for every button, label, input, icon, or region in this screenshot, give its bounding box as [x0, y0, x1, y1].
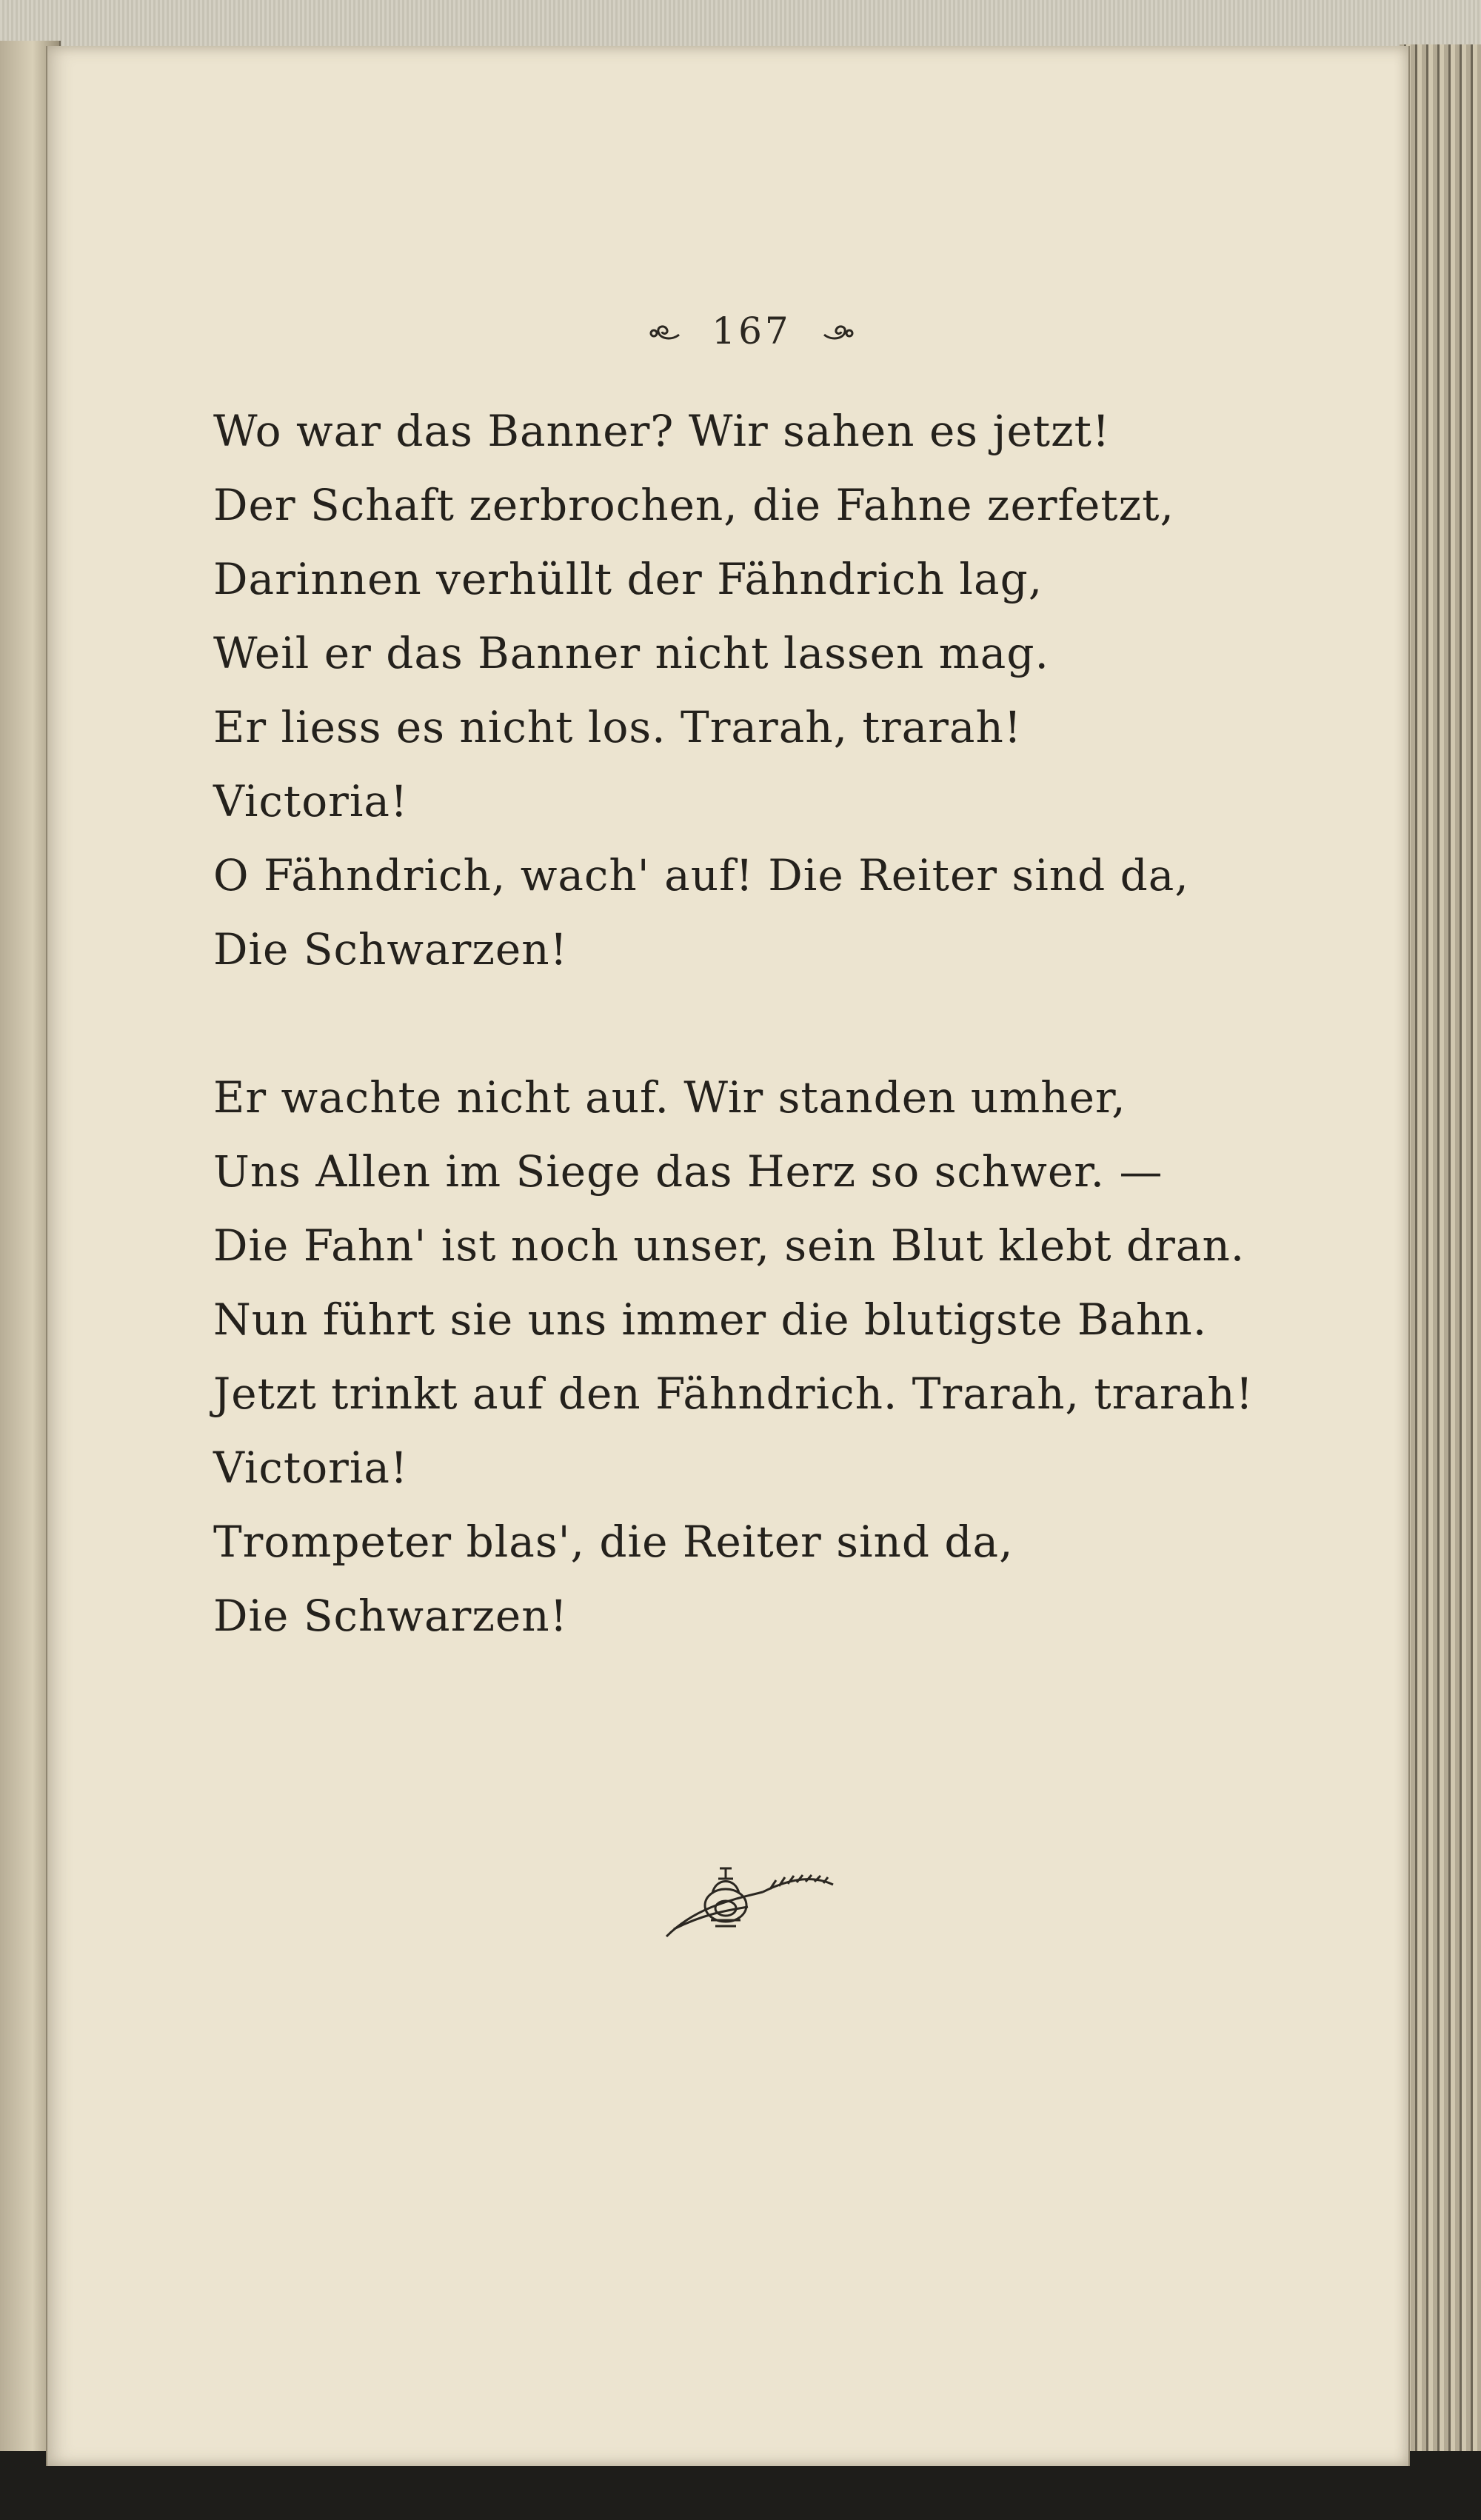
poem-line: Trompeter blas', die Reiter sind da, — [213, 1517, 1014, 1567]
helmet-and-plume-vignette-icon — [652, 1825, 844, 1951]
right-scroll-ornament-icon — [821, 320, 854, 342]
poem-line: Die Fahn' ist noch unser, sein Blut klebt dran. — [213, 1220, 1246, 1271]
poem-line: Victoria! — [213, 776, 409, 826]
poem-line: Nun führt sie uns immer die blutigste Bahn. — [213, 1294, 1208, 1345]
poem-line: Victoria! — [213, 1443, 409, 1493]
poem-line: Weil er das Banner nicht lassen mag. — [213, 628, 1049, 678]
poem-line: Wo war das Banner? Wir sahen es jetzt! — [213, 406, 1111, 456]
page-number: 167 — [712, 310, 792, 352]
page-stack-edges — [1400, 44, 1481, 2488]
poem-line: Darinnen verhüllt der Fähndrich lag, — [213, 554, 1043, 604]
poem-line: Er wachte nicht auf. Wir standen umher, — [213, 1072, 1126, 1123]
poem-line: Die Schwarzen! — [213, 924, 568, 975]
poem-line: Jetzt trinkt auf den Fähndrich. Trarah, trarah! — [213, 1368, 1254, 1419]
page-header — [585, 305, 918, 357]
poem-line: O Fähndrich, wach' auf! Die Reiter sind da, — [213, 850, 1189, 900]
poem-line: Die Schwarzen! — [213, 1591, 568, 1641]
poem-line: Der Schaft zerbrochen, die Fahne zerfetzt, — [213, 480, 1174, 530]
poem-line: Er liess es nicht los. Trarah, trarah! — [213, 702, 1023, 752]
poem-line: Uns Allen im Siege das Herz so schwer. — — [213, 1146, 1163, 1197]
left-scroll-ornament-icon — [649, 320, 682, 342]
